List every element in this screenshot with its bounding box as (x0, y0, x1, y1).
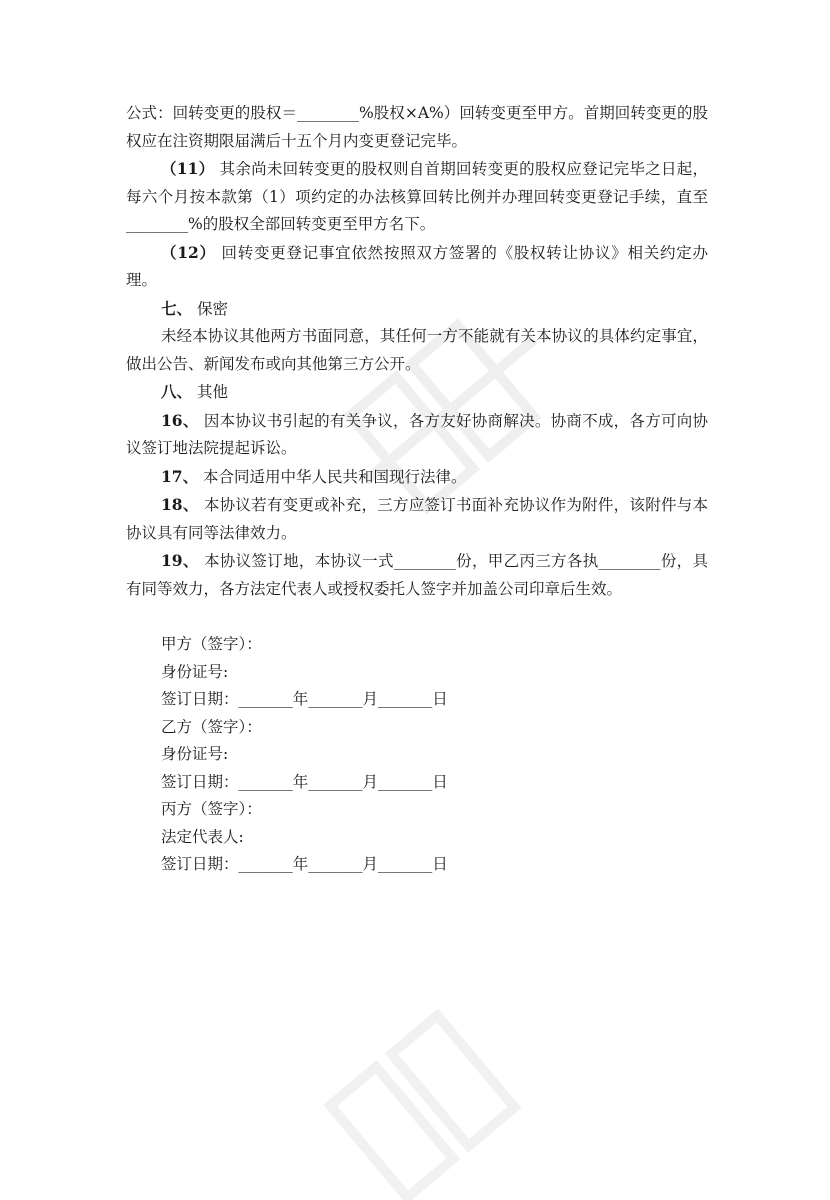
document-body (126, 100, 708, 879)
clause-number: （12） (161, 242, 216, 262)
paragraph-clause-17: 17、 本合同适用中华人民共和国现行法律。 (161, 466, 467, 486)
party-b-id-line: 身份证号: (161, 745, 229, 763)
paragraph-clause-12: （12） 回转变更登记事宜依然按照双方签署的《股权转让协议》相关约定办理。 (126, 242, 708, 289)
party-a-sign-line: 甲方（签字）： (161, 635, 262, 653)
clause-number: （11） (161, 159, 215, 178)
section-number: 八、 (161, 382, 193, 401)
clause-number: 18、 (161, 495, 199, 514)
heading-confidentiality: 七、 保密 (161, 298, 228, 318)
clause-number: 19、 (161, 551, 199, 570)
section-number: 七、 (161, 298, 193, 318)
party-c-sign-line: 丙方（签字）： (161, 800, 262, 818)
party-a-id-line: 身份证号: (161, 662, 229, 681)
clause-number: 17、 (161, 466, 199, 486)
party-b-date-line: 签订日期：_______年_______月_______日 (161, 772, 448, 791)
paragraph-clause-18: 18、 本协议若有变更或补充，三方应签订书面补充协议作为附件，该附件与本协议具有同等法律效力。 (126, 495, 708, 542)
paragraph-clause-16: 16、 因本协议书引起的有关争议，各方友好协商解决。协商不成，各方可向协议签订地法院提起诉讼。 (126, 410, 708, 457)
paragraph-clause-11: （11） 其余尚未回转变更的股权则自首期回转变更的股权应登记完毕之日起，每六个月按本款第（1）项约定的办法核算回转比例并办理回转变更登记手续，直至________%的股权全部回转变更至甲方名下。 (126, 159, 708, 233)
party-c-date-line: 签订日期：_______年_______月_______日 (161, 855, 448, 873)
paragraph-clause-19: 19、 本协议签订地，本协议一式________份，甲乙丙三方各执________份，具有同等效力，各方法定代表人或授权委托人签字并加盖公司印章后生效。 (126, 551, 708, 598)
party-b-sign-line: 乙方（签字）： (161, 717, 262, 736)
paragraph-confidentiality: 未经本协议其他两方书面同意，其任何一方不能就有关本协议的具体约定事宜，做出公告、新闻发布或向其他第三方公开。 (126, 327, 708, 373)
paragraph-formula: 公式：回转变更的股权＝________%股权×A%）回转变更至甲方。首期回转变更的股权应在注资期限届满后十五个月内变更登记完毕。 (126, 104, 708, 150)
signature-block (126, 631, 708, 879)
heading-other: 八、 其他 (161, 382, 228, 401)
clause-number: 16、 (161, 410, 199, 430)
watermark-logo-bottom (280, 1000, 580, 1200)
party-a-date-line: 签订日期：_______年_______月_______日 (161, 690, 448, 708)
party-c-rep-line: 法定代表人: (161, 827, 244, 846)
